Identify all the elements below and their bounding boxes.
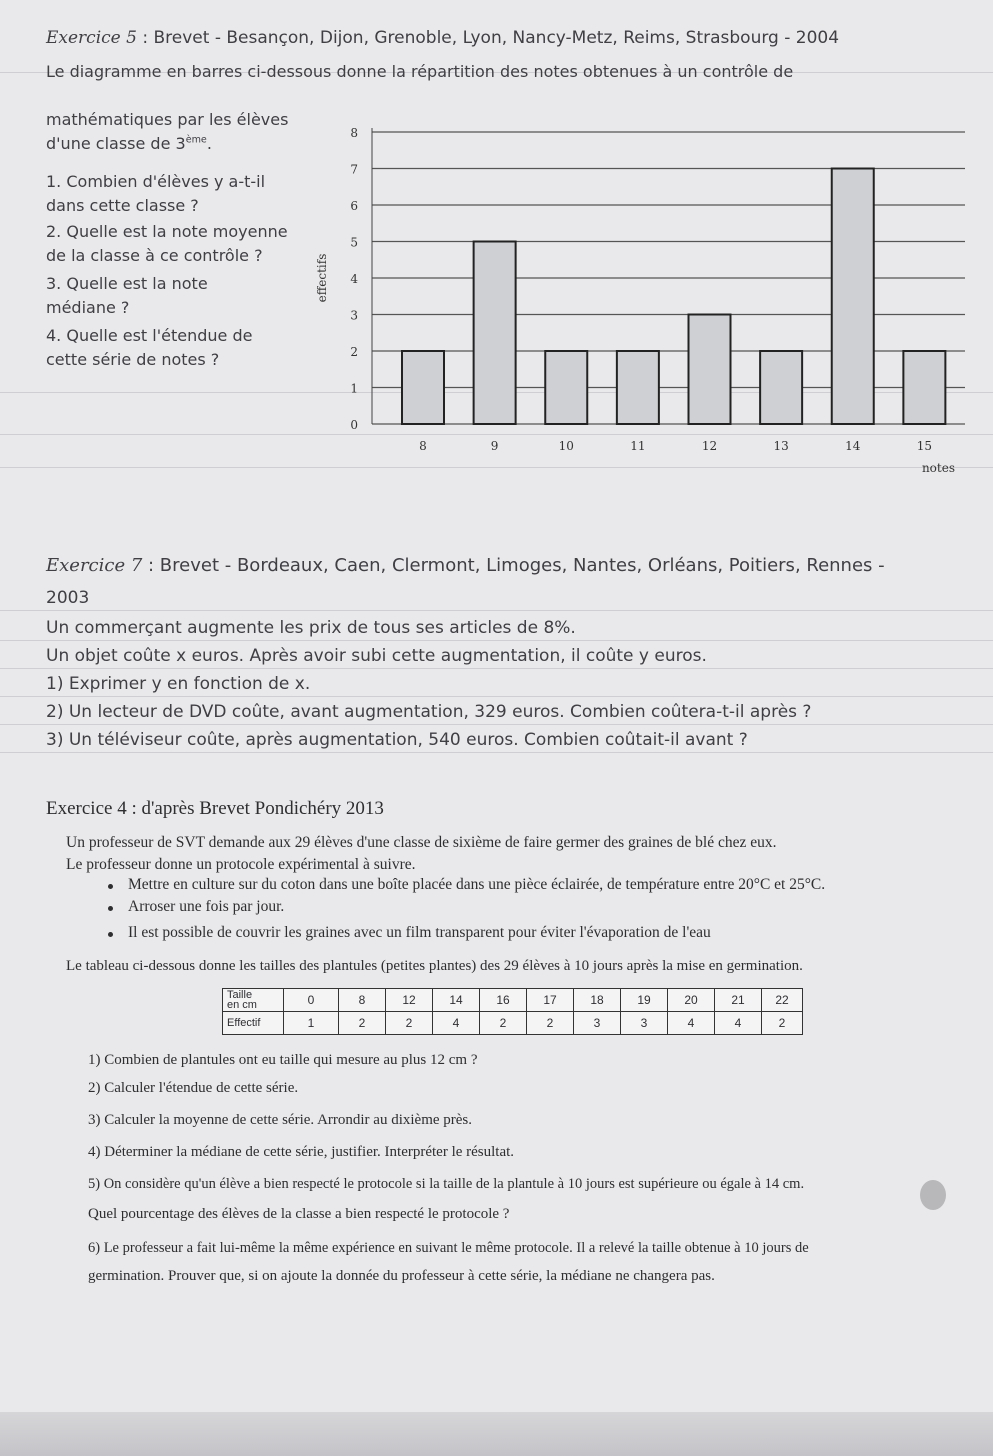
question-2: 2. Quelle est la note moyenne	[46, 222, 288, 241]
exercise-5-intro: Le diagramme en barres ci-dessous donne la répartition des notes obtenues à un contrôle de	[46, 62, 794, 81]
question-3-cont: médiane ?	[46, 298, 130, 317]
y-tick-label: 5	[350, 235, 358, 250]
table-cell: 22	[762, 989, 803, 1012]
exercise-7-statement-2: Un objet coûte x euros. Après avoir subi cette augmentation, il coûte y euros.	[46, 646, 707, 666]
ruled-line	[0, 668, 993, 669]
question-4-cont: cette série de notes ?	[46, 350, 220, 369]
x-tick-label: 11	[630, 439, 646, 453]
ruled-line	[0, 696, 993, 697]
exercise-7-year: 2003	[46, 588, 90, 608]
y-tick-label: 1	[350, 381, 358, 396]
bullet-dot	[108, 906, 113, 911]
exercise-4-title: Exercice 4 : d'après Brevet Pondichéry 2013	[46, 798, 384, 819]
table-cell: 8	[339, 989, 386, 1012]
exercise-4-question-2: 2) Calculer l'étendue de cette série.	[88, 1080, 299, 1096]
table-cell: 2	[527, 1012, 574, 1035]
bullet-dot	[108, 884, 113, 889]
protocol-bullet-2: Arroser une fois par jour.	[128, 898, 285, 915]
bar	[760, 351, 802, 424]
exercise-4-question-3: 3) Calculer la moyenne de cette série. Arrondir au dixième près.	[88, 1112, 473, 1128]
table-cell: 0	[284, 989, 339, 1012]
exercise-5-intro-2: mathématiques par les élèves	[46, 110, 289, 129]
protocol-bullet-1: Mettre en culture sur du coton dans une boîte placée dans une pièce éclairée, de température entre 20°C et 25°C.	[128, 876, 826, 893]
bar	[474, 242, 516, 425]
exercise-4-paragraph-2: Le professeur donne un protocole expérimental à suivre.	[66, 856, 416, 873]
x-tick-label: 15	[916, 439, 933, 453]
table-cell: 2	[480, 1012, 527, 1035]
table-cell: 12	[386, 989, 433, 1012]
table-cell: 1	[284, 1012, 339, 1035]
ruled-line	[0, 640, 993, 641]
table-cell: 3	[574, 1012, 621, 1035]
exercise-7-question-3: 3) Un téléviseur coûte, après augmentation, 540 euros. Combien coûtait-il avant ?	[46, 730, 748, 750]
y-tick-label: 7	[350, 162, 358, 177]
exercise-7-question-1: 1) Exprimer y en fonction de x.	[46, 674, 311, 694]
page-bottom-edge	[0, 1412, 993, 1456]
x-tick-label: 9	[490, 439, 499, 453]
exercise-7-question-2: 2) Un lecteur de DVD coûte, avant augmentation, 329 euros. Combien coûtera-t-il après ?	[46, 702, 812, 722]
table-cell: 18	[574, 989, 621, 1012]
table-header-count: Effectif	[223, 1012, 284, 1035]
ink-smudge	[920, 1180, 946, 1210]
table-cell: 4	[715, 1012, 762, 1035]
table-cell: 14	[433, 989, 480, 1012]
exercise-5-intro-3: d'une classe de 3ème.	[46, 134, 212, 153]
exercise-4-question-5: 5) On considère qu'un élève a bien respecté le protocole si la taille de la plantule à 10 jours est supérieure ou égale à 14 cm.	[88, 1176, 805, 1192]
y-tick-label: 3	[350, 308, 358, 323]
y-tick-label: 8	[350, 126, 358, 140]
bar	[545, 351, 587, 424]
table-cell: 17	[527, 989, 574, 1012]
y-tick-label: 0	[350, 418, 358, 432]
table-cell: 3	[621, 1012, 668, 1035]
x-tick-label: 13	[773, 439, 789, 453]
exercise-4-paragraph: Un professeur de SVT demande aux 29 élèves d'une classe de sixième de faire germer des graines de blé chez eux.	[66, 834, 777, 851]
bar	[617, 351, 659, 424]
y-axis-label: effectifs	[315, 253, 329, 303]
exercise-4-question-5-cont: Quel pourcentage des élèves de la classe a bien respecté le protocole ?	[88, 1206, 510, 1222]
question-1: 1. Combien d'élèves y a-t-il	[46, 172, 266, 191]
bar	[402, 351, 444, 424]
x-tick-label: 10	[558, 439, 574, 453]
exercise-4-question-6-cont: germination. Prouver que, si on ajoute la donnée du professeur à cette série, la médiane ne changera pas.	[88, 1268, 715, 1284]
table-row	[223, 989, 803, 1012]
exercise-7-title: Exercice 7 : Brevet - Bordeaux, Caen, Clermont, Limoges, Nantes, Orléans, Poitiers, Rennes -	[46, 555, 885, 576]
table-cell: 19	[621, 989, 668, 1012]
question-1-cont: dans cette classe ?	[46, 196, 199, 215]
bar	[832, 169, 874, 425]
table-cell: 21	[715, 989, 762, 1012]
grades-bar-chart	[300, 112, 980, 492]
table-cell: 20	[668, 989, 715, 1012]
ruled-line	[0, 724, 993, 725]
ruled-line	[0, 610, 993, 611]
protocol-bullet-3: Il est possible de couvrir les graines avec un film transparent pour éviter l'évaporation de l'eau	[128, 924, 711, 941]
x-tick-label: 8	[419, 439, 427, 453]
question-4: 4. Quelle est l'étendue de	[46, 326, 253, 345]
exercise-5-title: Exercice 5 : Brevet - Besançon, Dijon, Grenoble, Lyon, Nancy-Metz, Reims, Strasbourg - 2004	[46, 28, 840, 48]
exercise-7-statement: Un commerçant augmente les prix de tous ses articles de 8%.	[46, 618, 576, 638]
exercise-4-question-4: 4) Déterminer la médiane de cette série, justifier. Interpréter le résultat.	[88, 1144, 515, 1160]
y-tick-label: 4	[350, 272, 358, 286]
ruled-line	[0, 752, 993, 753]
table-cell: 2	[386, 1012, 433, 1035]
exercise-4-question-6: 6) Le professeur a fait lui-même la même expérience en suivant le même protocole. Il a relevé la taille obtenue à 10 jours de	[88, 1240, 809, 1256]
exercise-4-question-1: 1) Combien de plantules ont eu taille qui mesure au plus 12 cm ?	[88, 1052, 478, 1068]
bar	[903, 351, 945, 424]
bullet-dot	[108, 932, 113, 937]
table-row	[223, 1012, 803, 1035]
y-tick-label: 2	[350, 345, 358, 359]
plant-size-table	[222, 988, 803, 1035]
y-tick-label: 6	[350, 199, 358, 213]
question-3: 3. Quelle est la note	[46, 274, 208, 293]
x-axis-label: notes	[921, 461, 955, 475]
table-cell: 16	[480, 989, 527, 1012]
table-cell: 4	[433, 1012, 480, 1035]
table-cell: 2	[762, 1012, 803, 1035]
table-cell: 2	[339, 1012, 386, 1035]
bar	[689, 315, 731, 425]
x-tick-label: 14	[845, 439, 861, 453]
question-2-cont: de la classe à ce contrôle ?	[46, 246, 263, 265]
table-header-size: Taille en cm	[223, 989, 284, 1012]
table-cell: 4	[668, 1012, 715, 1035]
x-tick-label: 12	[701, 439, 718, 453]
exercise-4-paragraph-3: Le tableau ci-dessous donne les tailles des plantules (petites plantes) des 29 élèves à 10 jours après la mise en germination.	[66, 958, 803, 974]
